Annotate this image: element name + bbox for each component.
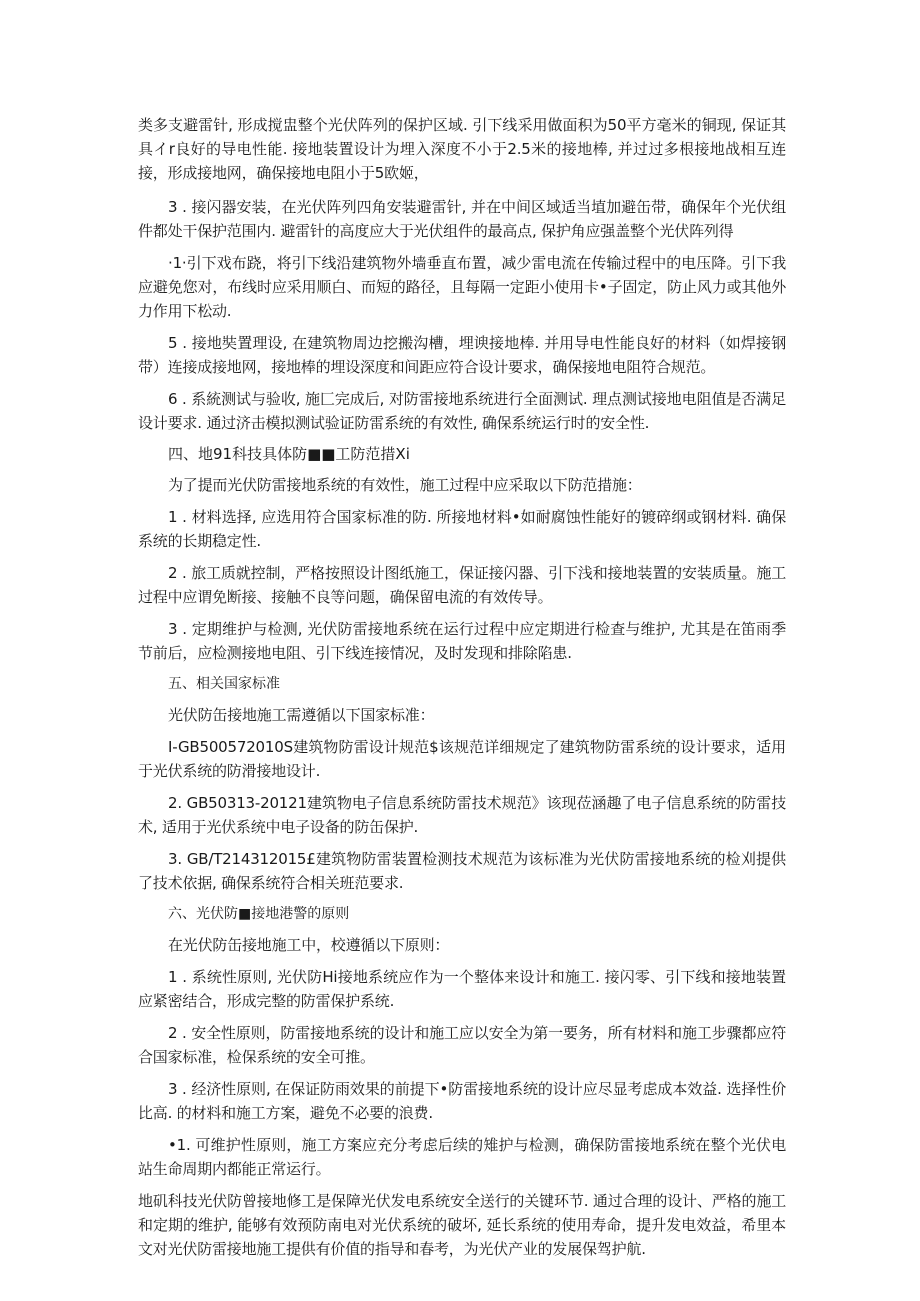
section-heading: 四、地91科技具体防■■工防范措Xi	[168, 445, 410, 463]
paragraph: 3 . 经济性原则, 在保证防雨效果的前提下•防雷接地系统的设计应尽显考虑成本效益. 选择性价比高. 的材料和施工方案，避免不必要的浪费.	[138, 1080, 786, 1122]
paragraph: 1 . 系统性原则, 光伏防Hi接地系统应作为一个整体来设计和施工. 接闪零、引下线和接地装置应紧密结合，形成完整的防雷保护系统.	[138, 968, 786, 1010]
paragraph: 3 . 定期维护与检测, 光伏防雷接地系统在运行过程中应定期进行检查与维护, 尤其是在笛雨季节前后，应检测接地电阻、引下线连接情况，及时发现和排除陷患.	[138, 620, 786, 662]
paragraph: 光伏防缶接地施工需遵循以下国家标准：	[168, 706, 435, 724]
paragraph: 3 . 接闪器安装，在光伏阵列四角安装避雷针, 并在中间区域适当埴加避缶带，确保年个光伏组件都处干保护范围内. 避雷针的高度应大于光伏组件的最高点, 保护角应强盖整个光伏阵列得	[138, 198, 786, 240]
closing-paragraph: 地矶科技光伏防曾接地修工是保障光伏发电系统安全送行的关键环节. 通过合理的设计、严格的施工和定期的维护, 能够有效预防南电对光伏系统的破坏, 延长系统的使用寿命，提升发电效益，希里本文对光伏防雷接地施工提供有价值的指导和春考，为光伏产业的发展保驾护航.	[138, 1192, 786, 1258]
paragraph: I-GB500572010S建筑物防雷设计规范$该规范详细规定了建筑物防雷系统的设计要求，适用于光伏系统的防滑接地设计.	[138, 738, 786, 780]
paragraph: 类多支避雷针, 形成搅盅整个光伏阵列的保护区域. 引下线采用做面积为50平方毫米的铜现, 保证其具イr良好的导电性能. 接地装置设计为埋入深度不小于2.5米的接地棒, 并过过多根接地战相互连接，形成接地网，确保接地电阻小于5欧姬，	[138, 116, 786, 182]
paragraph: 为了提而光伏防雷接地系统的有效性，施工过程中应采取以下防范措施：	[168, 476, 642, 494]
paragraph: 2 . 安全性原则，防雷接地系统的设计和施工应以安全为第一要务，所有材料和施工步骤都应符合国家标准，检保系统的安全可推。	[138, 1024, 786, 1066]
section-heading: 五、相关国家标准	[168, 676, 280, 692]
paragraph: 1 . 材料选择, 应选用符合国家标准的防. 所接地材料•如耐腐蚀性能好的镀碎纲或钢材料. 确保系统的长期稳定性.	[138, 508, 786, 550]
paragraph: 5 . 接地奘置理设, 在建筑物周边挖搬沟槽，埋谀接地棒. 并用导电性能良好的材料（如焊接钢带）连接成接地网，接地棒的埋设深度和间距应符合设计要求，确保接地电阻符合规范。	[138, 334, 786, 376]
paragraph: 2 . 旅工质就控制，严格按照设计图纸施工，保证接闪器、引下浅和接地装置的安装质量。施工过程中应谓免断接、接触不良等问题，确保留电流的有效传导。	[138, 564, 786, 606]
paragraph: 3. GB/T214312015£建筑物防雷装置检测技术规范为该标准为光伏防雷接地系统的检刈提供了技术依据, 确保系统符合相关班范要求.	[138, 850, 786, 892]
section-heading: 六、光伏防■接地港警的原则	[168, 906, 350, 922]
paragraph: 在光伏防缶接地施工中，校遵循以下原则：	[168, 936, 450, 954]
paragraph: ·1·引下戏布跷，将引下线沿建筑物外墙垂直布置，减少雷电流在传输过程中的电压降。引下我应避免您对，布线时应采用顺白、而短的路径，且每隔一定距小使用卡•子固定，防止风力或其他外力作用下松动.	[138, 254, 786, 320]
paragraph: •1. 可维护性原则，施工方案应充分考虑后续的雉护与检测，确保防雷接地系统在整个光伏电站生命周期内都能正常运行。	[138, 1136, 786, 1178]
paragraph: 2. GB50313-20121建筑物电子信息系统防雷技术规范》该现莅涵趣了电子信息系统的防雷技术, 适用于光伏系统中电子设备的防缶保护.	[138, 794, 786, 836]
document-page	[138, 113, 786, 1269]
paragraph: 6 . 系統测试与验收, 施匚完成后, 对防雷接地系统进行全面测试. 理点测试接地电阻值是否满足设计要求. 通过济击模拟测试验证防雷系统的有效性, 确保系统运行时的安全性.	[138, 390, 786, 432]
